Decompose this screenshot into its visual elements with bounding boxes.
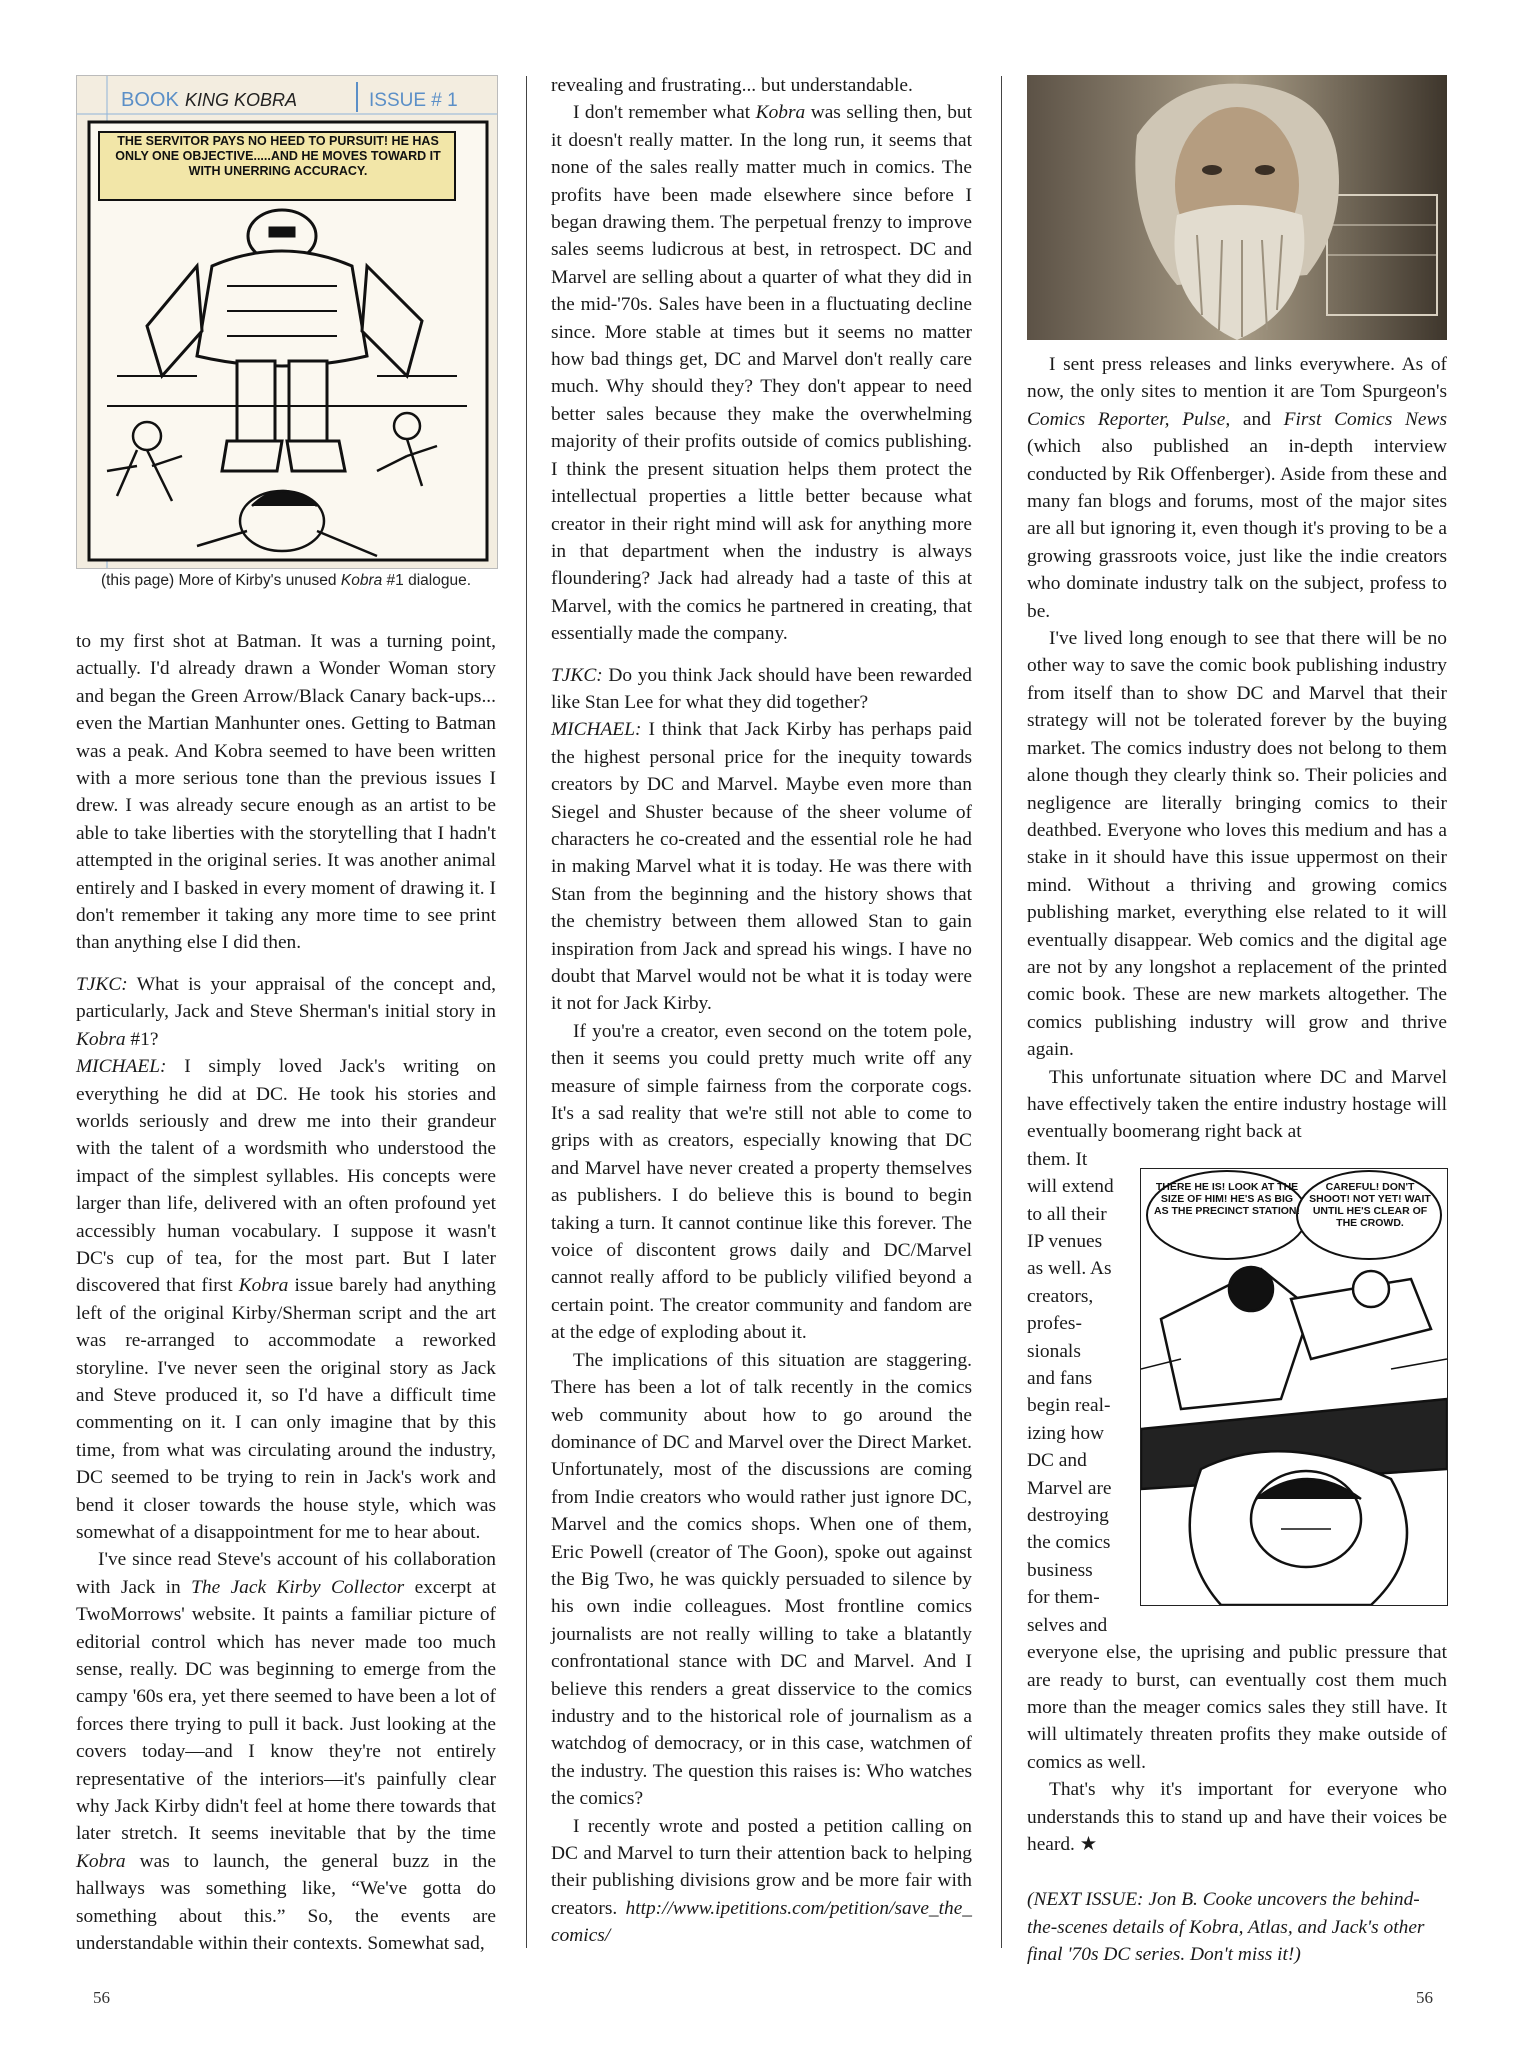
col1-answer-text: I simply loved Jack's writing on everything he did at DC. He took his stories and worlds seriously and drew me into their grandeur with the talent of a wordsmith who understood the impact of the simplest syllables. His concepts were larger than life, delivered with an often profound yet accessibly human vocabulary. I suppose it wasn't DC's cup of tea, for the most part. But I later discovered that first: [76, 1056, 496, 1297]
col3-p1-title1: Comics Reporter, Pulse,: [1027, 408, 1231, 430]
kobra-original-art: [76, 75, 498, 569]
wrap-line: selves and: [1027, 1614, 1108, 1636]
col2-paragraph-5: If you're a creator, even second on the totem pole, then it seems you could pretty much write off any measure of simple fairness from the corporate cogs. It's a sad reality that we're still not able to come to grips with as creators, especially knowing that DC and Marvel have never created a property themselves as publishers. I do believe this is bound to begin taking a turn. It cannot continue like this forever. The voice of discontent grows daily and DC/Marvel cannot really afford to be publicly vilified beyond a certain point. The creator community and fandom are at the edge of exploding about it.: [551, 1020, 972, 1344]
wrap-line: begin real-: [1027, 1395, 1111, 1417]
col2-p2-end: was selling then, but it doesn't really matter. In the long run, it seems that none of the sales really matter much in comics. The profits have been made elsewhere since before I began drawing them. The perpetual frenzy to improve sales seems ludicrous at best, in retrospect. DC and Marvel are selling about a quarter of what they did in the mid-'70s. Sales have been in a fluctuating decline since. More stable at times but it seems no matter how bad things get, DC and Marvel don't really care much. Why should they? They don't appear to need better sales because they make the overwhelming majority of their profits outside of comics publishing. I think the present situation helps them protect the intellectual properties a little better because what creator in their right mind will ask for anything more in that department when the industry is always floundering? Jack had already had a taste of this at Marvel, with the comics he partnered in creating, that essentially made the company.: [551, 102, 973, 645]
wrap-line: destroying: [1027, 1505, 1109, 1527]
col2-paragraph-7: [551, 1813, 972, 1950]
wrap-line: them. It: [1027, 1148, 1088, 1170]
col1-answer-end: issue barely had anything left of the original Kirby/Sherman script and the art was re-arranged to accommodate a reworked storyline. I've never seen the original story as Jack and Steve produced it, so I'd have a difficult time commenting on it. I can only imagine that by this time, from what was circulating around the industry, DC seemed to be trying to rein in Jack's work and bend it closer towards the house style, which was somewhat of a disappointment for me to hear about.: [76, 1275, 496, 1543]
wrap-line: for them-: [1027, 1587, 1100, 1609]
col3-paragraph-2: I've lived long enough to see that there will be no other way to save the comic book publishing industry from itself than to show DC and Marvel that their strategy will not be tolerated forever by the buying market. The comics industry does not belong to them alone though they clearly think so. Their policies and negligence are literally bringing comics to their deathbed. Everyone who loves this medium and has a stake in it should have this issue uppermost on their mind. Without a thriving and growing comics publishing market, everything else related to it will eventually disappear. Web comics and the digital age are not by any longshot a replacement of the printed comic book. These are new markets altogether. The comics publishing industry will grow and thrive again.: [1027, 628, 1447, 1061]
interviewee-label-2: MICHAEL:: [551, 719, 642, 741]
col1-paragraph-3: [76, 1546, 496, 1957]
col3-p1-end: (which also published an in-depth interview conducted by Rik Offenberger). Aside from these and many fan blogs and forums, most of the major sites are all but ignoring it, even though it's proving to be a growing grassroots voice, just like the indie creators who dominate industry talk on the subject, profess to be.: [1027, 436, 1447, 622]
col1-question-text: What is your appraisal of the concept and, particularly, Jack and Steve Sherman's initial story in: [76, 973, 496, 1023]
col1-p3-title2: Kobra: [76, 1850, 126, 1872]
col2-answer-text: I think that Jack Kirby has perhaps paid the highest personal price for the inequity towards creators by DC and Marvel. Maybe even more than Siegel and Shuster because of the sheer volume of characters he co-created and the essential role he had in making Marvel what it is today. He was there with Stan from the beginning and the history shows that the chemistry between them allowed Stan to gain inspiration from Jack and spread his wings. I have no doubt that Marvel would not be what it is today were it not for Jack Kirby.: [551, 719, 972, 1015]
art-header-issue: ISSUE # 1: [369, 90, 458, 111]
col2-question: [551, 662, 972, 717]
wrap-line: as well. As: [1027, 1258, 1112, 1280]
wrap-line: izing how: [1027, 1422, 1105, 1444]
portrait-photo: [1027, 75, 1447, 340]
col1-p3-end: was to launch, the general buzz in the hallways was something like, “We've gotta do something about this.” So, the events are understandable within their contexts. Somewhat sad,: [76, 1850, 496, 1955]
col2-p2-title: Kobra: [755, 102, 806, 124]
col1-question-title: Kobra: [76, 1028, 126, 1050]
col2-paragraph-1: revealing and frustrating... but understandable.: [551, 75, 913, 96]
interviewer-label: TJKC:: [76, 973, 128, 995]
art-caption: [76, 572, 496, 590]
wrap-line: IP venues: [1027, 1231, 1103, 1252]
art-caption-pre: (this page) More of Kirby's unused: [100, 572, 341, 589]
wrap-line: and fans: [1027, 1368, 1093, 1390]
col3-paragraph-3-rest: everyone else, the uprising and public pressure that are ready to burst, can eventually cost them much more than the meager comics sales they still have. It will ultimately threaten profits they make outside of comics as well.: [1027, 1642, 1447, 1773]
col3-paragraph-3: This unfortunate situation where DC and Marvel have effectively taken the entire industry hostage will eventually boomerang right back at: [1027, 1066, 1447, 1143]
bearded-man-photo: [1027, 75, 1447, 340]
col3-paragraph-1: [1027, 351, 1447, 625]
column-divider-2: [1001, 76, 1002, 1948]
col3-p1-mid: and: [1230, 408, 1284, 430]
col1-p3-title: The Jack Kirby Collector: [191, 1576, 405, 1598]
page-number-right: 56: [1416, 1988, 1433, 2007]
column-divider-1: [526, 76, 527, 1948]
interviewer-label-2: TJKC:: [551, 664, 603, 686]
next-issue-note: (NEXT ISSUE: Jon B. Cooke uncovers the behind-the-scenes details of Kobra, Atlas, and Jack's other final '70s DC series. Don't miss it!): [1027, 1889, 1425, 1966]
interviewee-label: MICHAEL:: [76, 1056, 167, 1078]
balloon-left: THERE HE IS! LOOK AT THE SIZE OF HIM! HE'S AS BIG AS THE PRECINCT STATION!: [1153, 1181, 1301, 1217]
col2-question-text: Do you think Jack should have been rewarded like Stan Lee for what they did together?: [551, 664, 972, 713]
wrap-line: Marvel are: [1027, 1477, 1112, 1499]
art-header-title: KING KOBRA: [185, 90, 298, 110]
col1-answer: [76, 1053, 496, 1546]
wrap-line: will extend: [1027, 1176, 1114, 1198]
police-panel-drawing: [1141, 1169, 1447, 1605]
col3-paragraph-4: [1027, 1776, 1447, 1858]
col2-answer: [551, 716, 972, 1017]
art-caption-post: #1 dialogue.: [382, 572, 472, 589]
balloon-right: CAREFUL! DON'T SHOOT! NOT YET! WAIT UNTIL HE'S CLEAR OF THE CROWD.: [1309, 1181, 1431, 1229]
col1-p3-text: I've since read Steve's account of his collaboration with Jack in: [76, 1549, 496, 1598]
col3-p4-text: That's why it's important for everyone who understands this to stand up and have their voices be heard.: [1027, 1779, 1447, 1855]
column-2: [551, 72, 972, 1950]
petition-link[interactable]: http://www.ipetitions.com/petition/save_the_comics/: [551, 1897, 972, 1947]
wrap-line: business: [1027, 1559, 1093, 1581]
col1-p3-mid: excerpt at TwoMorrows' website. It paints a familiar picture of editorial control which has never made too much sense, really. DC was beginning to emerge from the campy '60s era, yet there seemed to have been a lot of forces there trying to pull it back. Just looking at the covers today—and I know they're not entirely representative of the interiors—it's painfully clear why Jack Kirby didn't feel at home there towards that later stretch. It seems inevitable that by the time: [76, 1576, 496, 1845]
col3-p1-text: I sent press releases and links everywhere. As of now, the only sites to mention it are Tom Spurgeon's: [1027, 354, 1447, 403]
col1-paragraph-1: to my first shot at Batman. It was a turning point, actually. I'd already drawn a Wonder Woman story and began the Green Arrow/Black Canary back-ups... even the Martian Manhunter ones. Getting to Batman was a peak. And Kobra seemed to have been written with a more serious tone than the previous issues I drew. I was already secure enough as an artist to be able to take liberties with the storytelling that I hadn't attempted in the original series. It was another animal entirely and I basked in every moment of drawing it. I don't remember it taking any more time to see print than anything else I did then.: [76, 631, 496, 954]
art-header-book: BOOK: [121, 89, 179, 111]
wrap-line: DC and: [1027, 1450, 1087, 1472]
wrap-line: creators,: [1027, 1285, 1094, 1307]
col2-paragraph-2: [551, 99, 972, 647]
col1-question-end: #1?: [125, 1028, 159, 1050]
col3-p1-title2: First Comics News: [1283, 408, 1447, 430]
wrap-line: sionals: [1027, 1340, 1081, 1362]
wrap-line: profes-: [1027, 1313, 1082, 1335]
comic-panel-art: [1140, 1168, 1448, 1606]
col2-p7-text: I recently wrote and posted a petition calling on DC and Marvel to turn their attention back to helping their publishing divisions grow and be more fair with creators.: [551, 1815, 972, 1919]
column-3: [1027, 351, 1447, 1969]
col1-question: [76, 971, 496, 1053]
wrap-line: the comics: [1027, 1532, 1111, 1554]
col2-p2-text: I don't remember what: [573, 102, 756, 124]
end-star-icon: ★: [1079, 1833, 1098, 1855]
art-caption-title: Kobra: [340, 572, 383, 589]
art-caption-box: THE SERVITOR PAYS NO HEED TO PURSUIT! HE HAS ONLY ONE OBJECTIVE.....AND HE MOVES TOWARD IT WITH UNERRING ACCURACY.: [115, 134, 441, 178]
wrap-line: to all their: [1027, 1203, 1107, 1225]
page-number-left: 56: [93, 1988, 110, 2007]
kobra-art-drawing: [77, 76, 497, 568]
col1-answer-title: Kobra: [238, 1275, 289, 1297]
column-1: [76, 628, 496, 1958]
col2-paragraph-6: The implications of this situation are staggering. There has been a lot of talk recently in the comics web community about how to go around the dominance of DC and Marvel over the Direct Market. Unfortunately, most of the discussions are coming from Indie creators who would rather just ignore DC, Marvel and the comics shops. When one of them, Eric Powell (creator of The Goon), spoke out against the Big Two, he was quickly persuaded to silence by his own indie colleagues. Most frontline comics journalists are not really willing to take a blatantly confrontational stance with DC and Marvel. And I believe this renders a great disservice to the comics industry and to the historical role of journalism as a watchdog of democracy, or in this case, watchmen of the industry. The question this raises is: Who watches the comics?: [551, 1349, 972, 1810]
